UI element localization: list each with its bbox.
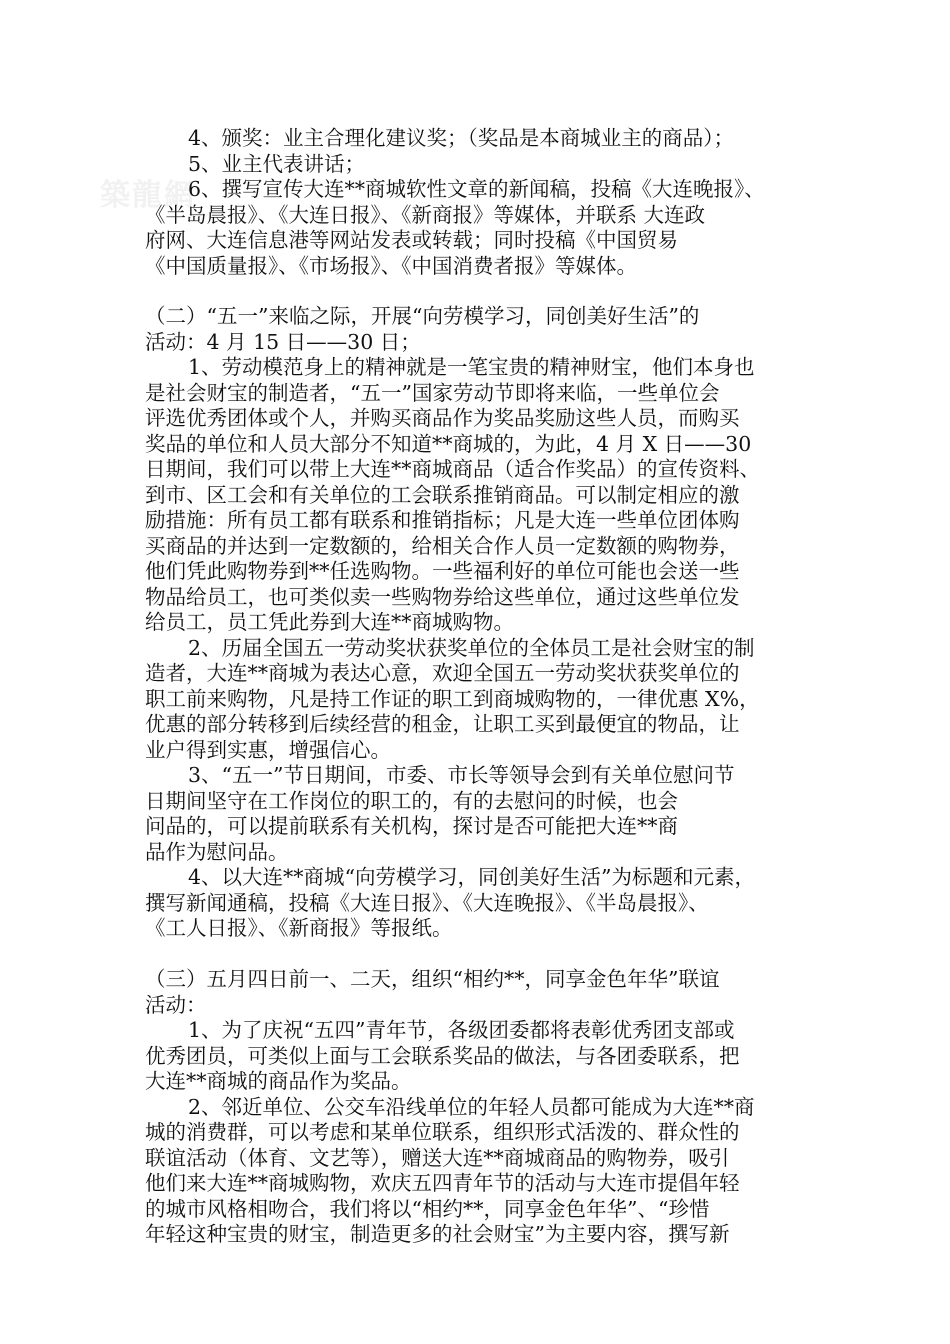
text-line: 城的消费群，可以考虑和某单位联系，组织形式活泼的、群众性的 (145, 1120, 740, 1144)
occlusion-patch (735, 228, 845, 256)
text-line: 1、劳动模范身上的精神就是一笔宝贵的精神财宝，他们本身也 (188, 355, 755, 379)
text-line: 他们凭此购物券到**任选购物。一些福利好的单位可能也会送一些 (145, 559, 740, 583)
text-line: 给员工，员工凭此券到大连**商城购物。 (145, 610, 514, 634)
text-line: 问品的，可以提前联系有关机构，探讨是否可能把大连**商 (145, 814, 678, 838)
watermark-logo: 築龍網 (100, 178, 196, 213)
text-line: 6、撰写宣传大连**商城软性文章的新闻稿，投稿《大连晚报》、 (188, 177, 765, 201)
text-line: 他们来大连**商城购物，欢庆五四青年节的活动与大连市提倡年轻 (145, 1171, 740, 1195)
text-line: 《半岛晨报》、《大连日报》、《新商报》等媒体，并联系 大连政 (145, 203, 706, 227)
occlusion-patch (745, 788, 845, 838)
text-line: 府网、大连信息港等网站发表或转载；同时投稿《中国贸易 (145, 228, 678, 252)
text-line: 5、业主代表讲话； (188, 152, 366, 176)
text-line: 业户得到实惠，增强信心。 (145, 738, 391, 762)
text-line: 《工人日报》、《新商报》等报纸。 (145, 916, 453, 940)
text-line: 到市、区工会和有关单位的工会联系推销商品。可以制定相应的激 (145, 483, 740, 507)
section-heading: （二）“五一”来临之际，开展“向劳模学习，同创美好生活”的 (145, 304, 700, 328)
text-line: 造者，大连**商城为表达心意，欢迎全国五一劳动奖状获奖单位的 (145, 661, 740, 685)
text-line: 物品给员工，也可类似卖一些购物券给这些单位，通过这些单位发 (145, 585, 740, 609)
text-line: 是社会财宝的制造者，“五一”国家劳动节即将来临，一些单位会 (145, 381, 720, 405)
text-line: 优惠的部分转移到后续经营的租金，让职工买到最便宜的物品，让 (145, 712, 740, 736)
text-line: 4、颁奖：业主合理化建议奖；（奖品是本商城业主的商品）； (188, 126, 735, 150)
text-line: 的城市风格相吻合，我们将以“相约**，同享金色年华”、“珍惜 (145, 1197, 710, 1221)
text-line: 职工前来购物，凡是持工作证的职工到商城购物的，一律优惠 X%， (145, 687, 760, 711)
text-line: 3、“五一”节日期间，市委、市长等领导会到有关单位慰问节 (188, 763, 735, 787)
text-line: 撰写新闻通稿，投稿《大连日报》、《大连晚报》、《半岛晨报》、 (145, 891, 709, 915)
section-heading: 活动：4 月 15 日——30 日； (145, 330, 421, 354)
text-line: 大连**商城的商品作为奖品。 (145, 1069, 412, 1093)
text-line: 2、历届全国五一劳动奖状获奖单位的全体员工是社会财宝的制 (188, 636, 755, 660)
text-line: 品作为慰问品。 (145, 840, 289, 864)
text-line: 买商品的并达到一定数额的，给相关合作人员一定数额的购物券， (145, 534, 740, 558)
text-line: 日期间坚守在工作岗位的职工的，有的去慰问的时候，也会 (145, 789, 678, 813)
section-heading: 活动： (145, 993, 207, 1017)
text-line: 4、以大连**商城“向劳模学习，同创美好生活”为标题和元素， (188, 865, 756, 889)
text-line: 评选优秀团体或个人，并购买商品作为奖品奖励这些人员，而购买 (145, 406, 740, 430)
section-heading: （三）五月四日前一、二天，组织“相约**，同享金色年华”联谊 (145, 967, 720, 991)
text-line: 日期间，我们可以带上大连**商城商品（适合作奖品）的宣传资料、 (145, 457, 760, 481)
text-line: 2、邻近单位、公交车沿线单位的年轻人员都可能成为大连**商 (188, 1095, 755, 1119)
text-line: 1、为了庆祝“五四”青年节，各级团委都将表彰优秀团支部或 (188, 1018, 735, 1042)
text-line: 年轻这种宝贵的财宝，制造更多的社会财宝”为主要内容，撰写新 (145, 1222, 730, 1246)
text-line: 《中国质量报》、《市场报》、《中国消费者报》等媒体。 (145, 254, 637, 278)
text-line: 优秀团员，可类似上面与工会联系奖品的做法，与各团委联系，把 (145, 1044, 740, 1068)
text-line: 联谊活动（体育、文艺等），赠送大连**商城商品的购物券，吸引 (145, 1146, 730, 1170)
text-line: 奖品的单位和人员大部分不知道**商城的，为此，4 月 X 日——30 (145, 432, 752, 456)
text-line: 励措施：所有员工都有联系和推销指标；凡是大连一些单位团体购 (145, 508, 740, 532)
